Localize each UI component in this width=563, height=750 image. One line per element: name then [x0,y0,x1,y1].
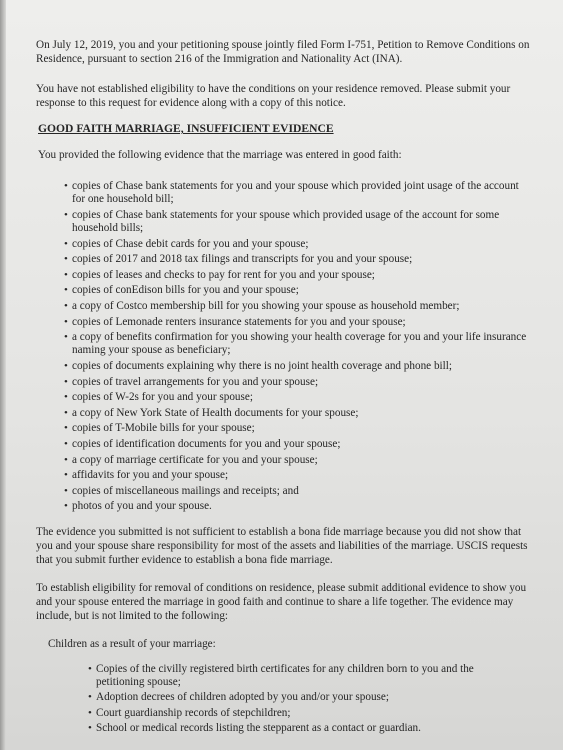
evidence-list [64,180,534,514]
list-item-text: copies of W-2s for you and your spouse; [72,391,253,404]
bullet-icon: • [64,484,68,497]
list-item-text: copies of miscellaneous mailings and receipts; and [72,484,299,497]
list-item-text: Court guardianship records of stepchildren; [96,706,291,719]
bullet-icon: • [64,237,68,250]
bullet-icon: • [64,453,68,466]
list-item-text: affidavits for you and your spouse; [72,469,229,482]
list-item-text: copies of 2017 and 2018 tax filings and transcripts for you and your spouse; [72,253,413,266]
list-item [64,500,534,513]
bullet-icon: • [64,253,68,266]
list-item [64,284,534,297]
list-item [64,209,534,235]
bullet-icon: • [64,406,68,419]
list-item [64,391,534,404]
bullet-icon: • [64,331,68,344]
bullet-icon: • [64,268,68,281]
list-item [64,407,534,420]
bullet-icon: • [64,469,68,482]
bullet-icon: • [64,180,68,192]
list-item [88,663,518,689]
children-label: Children as a result of your marriage: [48,637,216,650]
list-item [64,376,534,389]
list-item [64,454,534,467]
list-item-text: copies of Chase bank statements for you and your spouse which provided joint usage of the account for one household bill; [72,180,519,206]
list-item-text: Copies of the civilly registered birth certificates for any children born to you and the petitioning spouse; [96,662,474,688]
list-item [64,469,534,482]
bullet-icon: • [64,299,68,312]
bullet-icon: • [88,706,92,719]
bullet-icon: • [88,722,92,735]
section-heading: GOOD FAITH MARRIAGE, INSUFFICIENT EVIDENCE [38,122,334,135]
list-item-text: Adoption decrees of children adopted by you and/or your spouse; [96,691,389,704]
list-item-text: copies of identification documents for you and your spouse; [72,437,341,450]
list-item-text: a copy of New York State of Health documents for your spouse; [72,406,359,419]
conclusion-paragraph: The evidence you submitted is not sufficient to establish a bona fide marriage because you did not show that you and your spouse share responsibility for most of the assets and liabilities of the marriage. USCIS requests that you submit further evidence to establish a bona fide marriage. [36,525,528,566]
list-item [64,253,534,266]
bullet-icon: • [64,208,68,221]
bullet-icon: • [64,422,68,435]
establish-paragraph: To establish eligibility for removal of conditions on residence, please submit additional evidence to show you and your spouse entered the marriage in good faith and continue to share a life together. The evidence may include, but is not limited to the following: [36,581,527,622]
list-item [64,238,534,251]
list-item [64,331,534,357]
evidence-intro: You provided the following evidence that the marriage was entered in good faith: [38,149,402,161]
list-item-text: copies of Chase debit cards for you and your spouse; [72,237,309,250]
list-item-text: copies of Chase bank statements for your spouse which provided usage of the account for some household bills; [72,208,500,234]
list-item-text: a copy of Costco membership bill for you showing your spouse as household member; [72,299,460,312]
list-item-text: copies of conEdison bills for you and your spouse; [72,284,299,297]
list-item-text: a copy of marriage certificate for you and your spouse; [72,453,318,466]
bullet-icon: • [88,662,92,675]
list-item-text: photos of you and your spouse. [72,500,212,513]
bullet-icon: • [64,359,68,372]
list-item-text: copies of leases and checks to pay for rent for you and your spouse; [72,268,375,281]
list-item [64,269,534,282]
eligibility-paragraph: You have not established eligibility to have the conditions on your residence removed. Please submit your response to this request for evidence along with a copy of this notice. [36,83,511,109]
list-item [64,316,534,329]
list-item [64,438,534,451]
filing-paragraph: On July 12, 2019, you and your petitioning spouse jointly filed Form I-751, Petition to Remove Conditions on Residence, pursuant to section 216 of the Immigration and Nationality Act (INA). [36,39,530,65]
bullet-icon: • [64,315,68,328]
list-item [64,422,534,435]
list-item-text: copies of travel arrangements for you and your spouse; [72,375,319,388]
page-edge-shadow [0,0,6,750]
list-item-text: copies of documents explaining why there is no joint health coverage and phone bill; [72,359,452,372]
children-list [88,663,518,736]
list-item [64,360,534,373]
list-item [64,485,534,498]
list-item-text: a copy of benefits confirmation for you showing your health coverage for you and your life insurance naming your spouse as beneficiary; [72,331,527,357]
bullet-icon: • [64,375,68,388]
list-item [88,691,518,704]
bullet-icon: • [64,500,68,513]
bullet-icon: • [88,691,92,704]
list-item-text: School or medical records listing the stepparent as a contact or guardian. [96,722,421,735]
list-item-text: copies of Lemonade renters insurance statements for you and your spouse; [72,315,406,328]
bullet-icon: • [64,391,68,404]
bullet-icon: • [64,284,68,297]
list-item [64,180,534,206]
list-item [64,300,534,313]
document-body [36,38,536,738]
list-item [88,707,518,720]
list-item-text: copies of T-Mobile bills for your spouse; [72,422,255,435]
list-item [88,722,518,735]
bullet-icon: • [64,437,68,450]
